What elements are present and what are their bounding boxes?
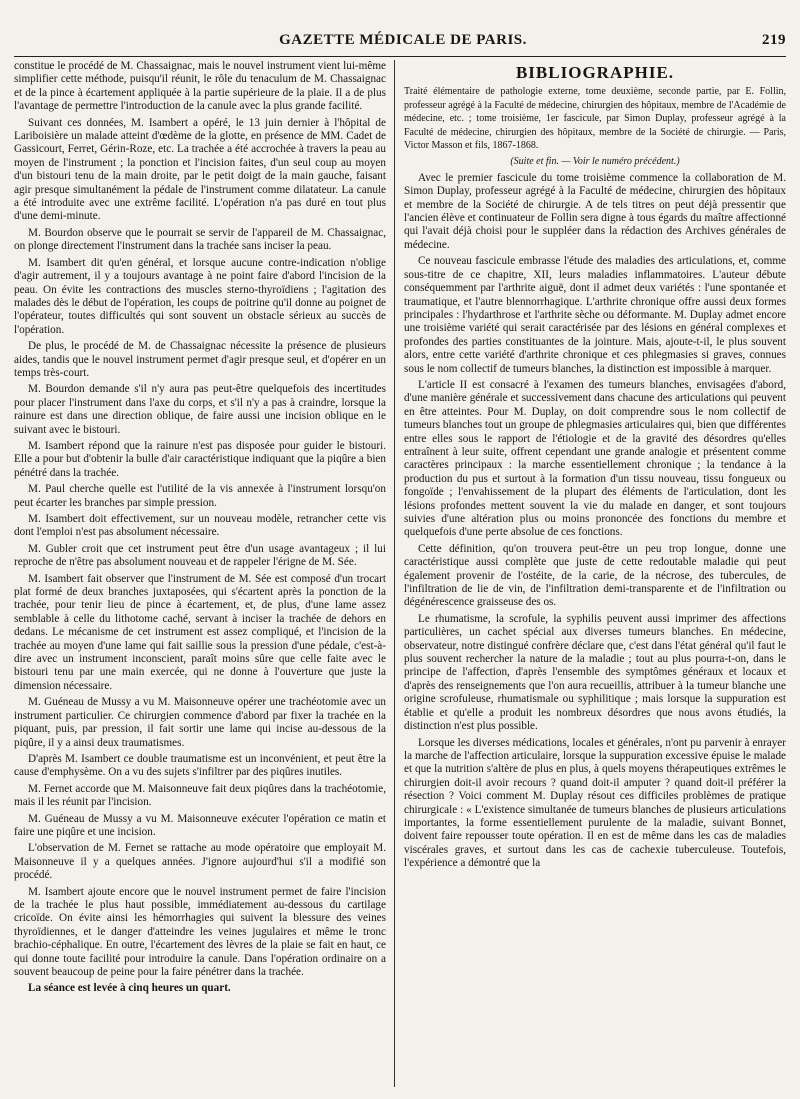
paragraph: M. Gubler croit que cet instrument peut être d'un usage avantageux ; il lui reproche de n'être pas absolument nouveau et de rappeler l'érigne de M. Sée. — [14, 542, 386, 569]
right-column — [404, 60, 786, 1087]
paragraph: La séance est levée à cinq heures un quart. — [28, 982, 231, 995]
paragraph: Le rhumatisme, la scrofule, la syphilis peuvent aussi imprimer des affections particulières, un cachet spécial aux diverses tumeurs blanches. En médecine, observateur, notre distingué confrère déclare que, c'est dans l'état général qu'il faut le plus souvent rechercher la nature de la maladie ; tout au plus pourra-t-on, dans le principe de l'affection, d'après l'ensemble des symptômes généraux et locaux et d'après des renseignements que l'on aura recueillis, attribuer à la tumeur blanche une origine scrofuleuse, rhumatismale ou syphilitique ; mais lorsque la suppuration est établie et qu'elle a produit les nombreux désordres que nous avons étudiés, la distinction n'est plus possible. — [404, 612, 786, 733]
paragraph: constitue le procédé de M. Chassaignac, mais le nouvel instrument vient lui-même simplifier cette méthode, puisqu'il réunit, le rôle du tenaculum de M. Chassaignac et de la pince à écartement appliquée à la partie supérieure de la plaie. Il a de plus l'avantage de permettre l'introduction de la canule avec la plus grande facilité. — [14, 60, 386, 113]
left-column — [14, 60, 386, 1087]
paragraph: L'article II est consacré à l'examen des tumeurs blanches, envisagées d'abord, d'une manière générale et successivement dans chacune des articulations qui peuvent en être atteintes. Pour M. Duplay, on doit comprendre sous le nom collectif de tumeurs blanches tout un groupe de phlegmasies articulaires qui, bien que différentes entre elles sous le rapport de l'étiologie et de la gravité des désordres qu'elles entraînent à leur suite, offrent cependant une grande analogie et présentent comme caractères principaux : la marche essentiellement chronique ; la tendance à la production du pus et surtout à la formation d'un tissu nouveau, tissu fongueux ou fongoïde ; l'envahissement de la plupart des éléments de l'articulation, dont les lésions profondes mettent souvent la vie du malade en danger, et sont toujours suivies d'une altération plus ou moins prononcée des fonctions du membre et quelquefois d'une perte absolue de ces fonctions. — [404, 378, 786, 539]
paragraph: Avec le premier fascicule du tome troisième commence la collaboration de M. Simon Duplay, professeur agrégé à la Faculté de médecine, chirurgien des hôpitaux et membre de la Société de chirurgie. A de tels titres on peut déjà pressentir que l'ancien élève et continuateur de Follin sera digne à tous égards du maître affectionné qui l'avait déjà choisi pour le suppléer dans la rédaction des Archives générales de médecine. — [404, 171, 786, 251]
page-number: 219 — [761, 31, 786, 48]
book-reference: Traité élémentaire de pathologie externe, tome deuxième, seconde partie, par E. Follin, professeur agrégé à la Faculté de médecine, chirurgien des hôpitaux, membre de l'Académie de médecine, etc. ; tome troisième, 1er fascicule, par Simon Duplay, professeur agrégé à la Faculté de médecine, chirurgien des hôpitaux, membre de la Société de chirurgie. — Paris, Victor Masson et fils, 1867-1868. — [404, 86, 786, 152]
paragraph: M. Guéneau de Mussy a vu M. Maisonneuve exécuter l'opération ce matin et faire une piqûre et une incision. — [14, 812, 386, 838]
paragraph: Ce nouveau fascicule embrasse l'étude des maladies des articulations, et, comme sous-titre de ce chapitre, XII, leurs maladies inflammatoires. L'auteur débute conséquemment par l'arthrite aiguë, dont il admet deux variétés : l'une spontanée et traumatique, et l'autre blennorrhagique. L'arthrite chronique offre aussi deux formes principales : l'hydarthrose et l'arthrite sèche ou déformante. M. Duplay admet encore une troisième variété qui serait caractérisée par des lésions en général complexes et profondes des parties constituantes de la jointure. Mais, ajoute-t-il, le plus souvent alors, entre cette variété d'arthrite chronique et ces phlegmasies si graves, connues sous le nom collectif de tumeurs blanches, la distinction est impossible à marquer. — [404, 255, 786, 375]
paragraph: M. Bourdon demande s'il n'y aura pas peut-être quelquefois des incertitudes pour placer l'instrument dans l'axe du corps, et s'il n'y a pas à craindre, lorsque la rainure est dans une direction oblique, de faire aussi une incision oblique en le suivant avec le bistouri. — [14, 383, 386, 436]
paragraph: M. Guéneau de Mussy a vu M. Maisonneuve opérer une trachéotomie avec un instrument particulier. Ce chirurgien commence d'abord par fixer la trachée en la piquant, puis, par pression, il fait sortir une lame qui incise au-dessous de la piqûre, il y a ainsi deux traumatismes. — [14, 696, 386, 749]
paragraph: Suivant ces données, M. Isambert a opéré, le 13 juin dernier à l'hôpital de Lariboisière un malade atteint d'œdème de la glotte, en présence de MM. Cadet de Gassicourt, Ferret, Gérin-Roze, etc. La trachée a été accrochée à travers la peau au moyen de l'instrument ; la ponction et l'incision faites, d'un seul coup au moyen d'un bistouri tenu de la main droite, par le petit doigt de la main gauche, faisant agir presque simultanément la pédale de l'instrument comme dilatateur. La canule a été introduite avec une extrême facilité. L'opération n'a pas duré en tout plus d'une demi-minute. — [14, 116, 386, 223]
paragraph: D'après M. Isambert ce double traumatisme est un inconvénient, et peut être la cause d'emphysème. On a vu des sujets s'infiltrer par des piqûres inutiles. — [14, 752, 386, 779]
continued-note: (Suite et fin. — Voir le numéro précédent.) — [510, 156, 680, 168]
paragraph: M. Isambert doit effectivement, sur un nouveau modèle, retrancher cette vis dont l'emploi n'est pas absolument nécessaire. — [14, 513, 386, 539]
paragraph: M. Bourdon observe que le pourrait se servir de l'appareil de M. Chassaignac, on plonge directement l'instrument dans la trachée sans inciser la peau. — [14, 226, 386, 253]
paragraph: De plus, le procédé de M. de Chassaignac nécessite la présence de plusieurs aides, tandis que le nouvel instrument permet d'agir presque seul, et d'opérer en un temps très-court. — [14, 340, 386, 379]
column-divider — [394, 60, 395, 1087]
paragraph: M. Paul cherche quelle est l'utilité de la vis annexée à l'instrument lorsqu'on peut écarter les branches par simple pression. — [14, 483, 386, 509]
journal-title: GAZETTE MÉDICALE DE PARIS. — [279, 31, 527, 48]
paragraph: Lorsque les diverses médications, locales et générales, n'ont pu parvenir à enrayer la marche de l'affection articulaire, lorsque la suppuration excessive épuise le malade et que la nutrition s'altère de plus en plus, à quels moyens thérapeutiques extrêmes le chirurgien doit-il avoir recours ? quand doit-il amputer ? quand doit-il préférer la résection ? Voici comment M. Duplay résout ces difficiles problèmes de pratique chirurgicale : « L'existence simultanée de tumeurs blanches de plusieurs articulations importantes, la forme essentiellement purulente de la maladie, suivant Bonnet, doivent faire repousser toute opération. Il en est de même dans les cas de maladies viscérales graves, et surtout dans les cas de cachexie tuberculeuse. Toutefois, l'expérience a démontré que la — [404, 736, 786, 870]
page-header — [14, 30, 786, 50]
paragraph: M. Fernet accorde que M. Maisonneuve fait deux piqûres dans la trachéotomie, mais il les réunit par l'incision. — [14, 782, 386, 809]
header-rule — [14, 56, 786, 57]
paragraph: Cette définition, qu'on trouvera peut-être un peu trop longue, donne une caractéristique aussi complète que juste de cette redoutable maladie qui peut également provenir de l'ostéite, de la carie, de la nécrose, des tubercules, de l'infiltration de lie de vin, de l'infiltration demi-transparente et de l'infiltration ou dégénérescence graisseuse des os. — [404, 542, 786, 609]
section-title: BIBLIOGRAPHIE. — [515, 63, 675, 82]
paragraph: M. Isambert répond que la rainure n'est pas disposée pour guider le bistouri. Elle a pour but d'obtenir la bulle d'air caractéristique indiquant que la piqûre a bien pénétré dans la trachée. — [14, 439, 386, 479]
paragraph: M. Isambert ajoute encore que le nouvel instrument permet de faire l'incision de la trachée le plus haut possible, immédiatement au-dessous du cartilage cricoïde. On évite ainsi les hémorrhagies qui suivent la blessure des veines thyroïdiennes, et le danger d'atteindre les veines jugulaires et même le tronc brachio-céphalique. En outre, l'écartement des lèvres de la plaie se fait en haut, ce qui donne toute facilité pour introduire la canule. Dans l'opération ordinaire on a souvent beaucoup de peine pour la faire pénétrer dans la trachée. — [14, 885, 386, 978]
paragraph: L'observation de M. Fernet se rattache au mode opératoire que employait M. Maisonneuve il y a quelques années. J'ignore aujourd'hui s'il a modifié son procédé. — [14, 842, 386, 882]
paragraph: M. Isambert fait observer que l'instrument de M. Sée est composé d'un trocart plat formé de deux branches juxtaposées, qui s'écartent après la ponction de la trachée, pour tenir lieu de pince à écartement, et, de plus, d'une lame assez semblable à celle du lithotome caché, servant à inciser la trachée de dehors en dedans. Le mécanisme de cet instrument est assez compliqué, et l'incision de la trachée au moyen d'une lame qui fait saillie sous la pression d'une pédale, c'est-à-dire avec un instrument inconscient, paraît moins sûre que celle faite avec le bistouri tenu par une main exercée, qui ne donne à l'ouverture que juste la dimension nécessaire. — [14, 572, 386, 692]
paragraph: M. Isambert dit qu'en général, et lorsque aucune contre-indication n'oblige d'agir autrement, il y a toujours avantage à ne point faire d'abord l'incision de la peau. On évite les contractions des muscles sterno-thyroïdiens ; l'agitation des malades dès le début de l'opération, les coups de poitrine qu'il donne au poignet de l'opérateur, toutes difficultés qui sont souvent un obstacle sérieux au succès de l'opération. — [14, 256, 386, 336]
